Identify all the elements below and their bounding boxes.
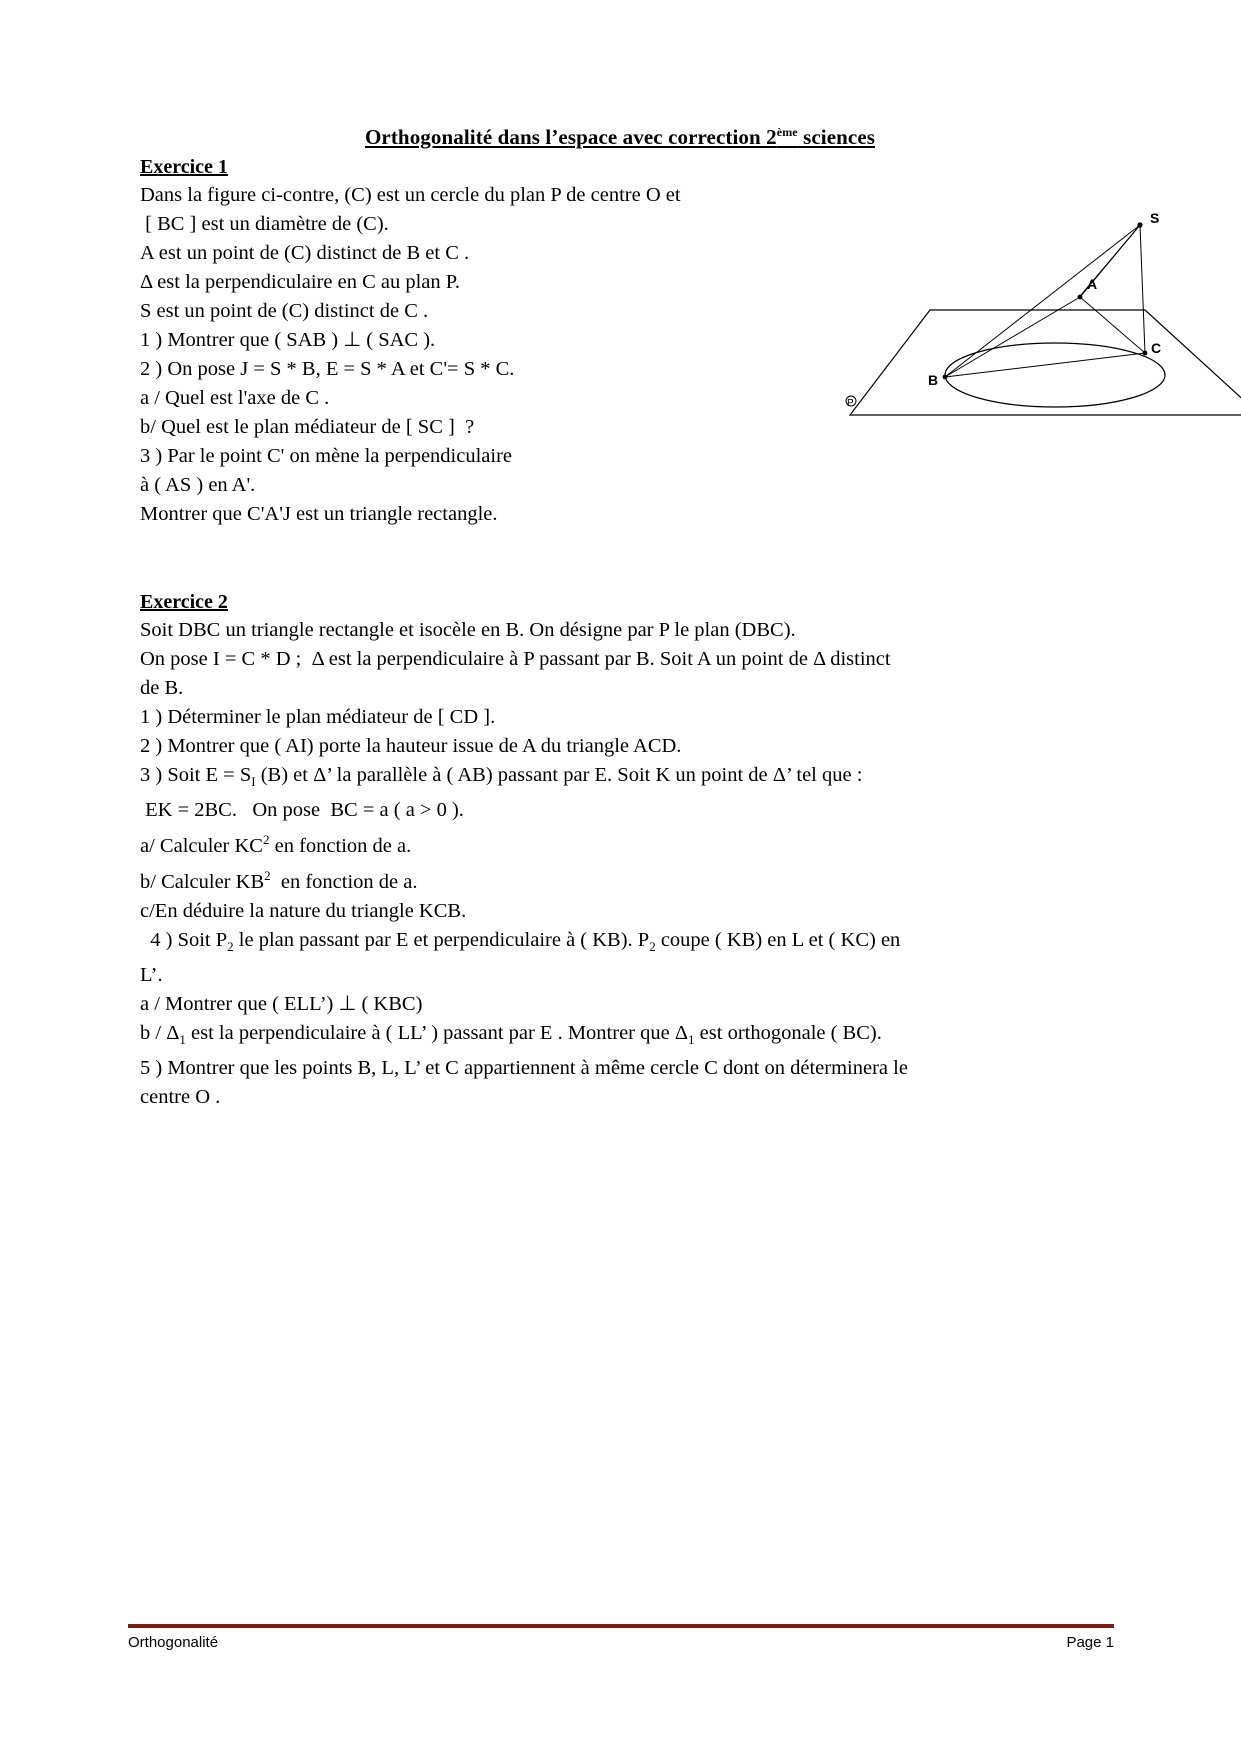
page-title-main: Orthogonalité dans l’espace avec correction 2 bbox=[364, 125, 777, 149]
point-c-dot bbox=[1143, 351, 1148, 356]
exercise-1-line: A est un point de (C) distinct de B et C . bbox=[140, 242, 470, 264]
exercise-2-line: 2 ) Montrer que ( AI) porte la hauteur issue de A du triangle ACD. bbox=[140, 735, 682, 757]
kc-part-b: en fonction de a. bbox=[269, 834, 412, 857]
point-b-dot bbox=[943, 375, 948, 380]
footer-page-number: Page 1 bbox=[1066, 1634, 1114, 1651]
exercise-1-line: b/ Quel est le plan médiateur de [ SC ] ? bbox=[140, 416, 475, 438]
exercise-1-line: [ BC ] est un diamètre de (C). bbox=[140, 213, 389, 235]
delta1-part-a: b / Δ bbox=[140, 1021, 180, 1044]
segment-sb bbox=[945, 225, 1140, 377]
circle-c-shape bbox=[945, 343, 1165, 407]
exercise-2-line: On pose I = C * D ; Δ est la perpendiculaire à P passant par B. Soit A un point de Δ distinct bbox=[140, 648, 891, 670]
figure-label-a: A bbox=[1087, 276, 1098, 292]
exercise-2-line-kc bbox=[140, 825, 1120, 861]
exercise-1-line: 2 ) On pose J = S * B, E = S * A et C'= S * C. bbox=[140, 358, 515, 380]
exercise-2-line-p2-cont: L’. bbox=[140, 963, 163, 986]
kb-exponent: 2 bbox=[264, 867, 271, 883]
exercise-2-line: a / Montrer que ( ELL’) ⊥ ( KBC) bbox=[140, 992, 423, 1015]
exercise-1-line: 3 ) Par le point C' on mène la perpendiculaire bbox=[140, 445, 513, 467]
figure-label-s: S bbox=[1150, 210, 1160, 226]
p2-part-a: 4 ) Soit P bbox=[140, 928, 228, 951]
exercise-2-line: centre O . bbox=[140, 1085, 221, 1108]
page-footer bbox=[128, 1634, 1114, 1651]
segment-ba bbox=[945, 297, 1080, 377]
exercise-1-line: Δ est la perpendiculaire en C au plan P. bbox=[140, 271, 461, 293]
delta1-subscript-2: 1 bbox=[688, 1031, 695, 1047]
geometry-figure bbox=[840, 205, 1241, 455]
exercise-2-line: 5 ) Montrer que les points B, L, L’ et C appartiennent à même cercle C dont on déterminera le bbox=[140, 1056, 908, 1079]
p2-part-b: le plan passant par E et perpendiculaire à ( KB). P bbox=[233, 928, 650, 951]
exercise-2-line-4: EK = 2BC. On pose BC = a ( a > 0 ). bbox=[140, 799, 464, 822]
exercise-1-line: Montrer que C'A'J est un triangle rectangle. bbox=[140, 503, 498, 525]
kc-exponent: 2 bbox=[262, 832, 270, 848]
exercise-2-line-kb bbox=[140, 861, 1120, 897]
kb-part-a: b/ Calculer KB bbox=[140, 870, 265, 893]
exercise-1-line: S est un point de (C) distinct de C . bbox=[140, 300, 429, 322]
segment-bc bbox=[945, 353, 1145, 377]
delta1-part-b: est la perpendiculaire à ( LL’ ) passant par E . Montrer que Δ bbox=[185, 1021, 689, 1044]
p2-subscript-2: 2 bbox=[649, 938, 656, 954]
exercise-2-line: Soit DBC un triangle rectangle et isocèle en B. On désigne par P le plan (DBC). bbox=[140, 619, 796, 641]
line3-subscript: I bbox=[251, 774, 256, 790]
exercise-2-body bbox=[140, 616, 1120, 1112]
kb-part-b: en fonction de a. bbox=[270, 870, 418, 893]
exercise-2-heading: Exercice 2 bbox=[140, 591, 228, 613]
line3-part-a: 3 ) Soit E = S bbox=[140, 764, 252, 786]
figure-label-c: C bbox=[1151, 340, 1162, 356]
exercise-1-body bbox=[140, 181, 740, 529]
document-content bbox=[140, 125, 1162, 1112]
exercise-1-line: 1 ) Montrer que ( SAB ) ⊥ ( SAC ). bbox=[140, 329, 436, 351]
kc-part-a: a/ Calculer KC bbox=[140, 834, 263, 857]
plane-p-shape bbox=[850, 310, 1241, 415]
exercise-2-line: de B. bbox=[140, 677, 184, 699]
exercise-1-line: Dans la figure ci-contre, (C) est un cercle du plan P de centre O et bbox=[140, 184, 681, 206]
exercise-2-line-p2 bbox=[140, 926, 1120, 961]
geometry-figure-svg bbox=[840, 205, 1241, 455]
exercise-1-heading: Exercice 1 bbox=[140, 156, 228, 178]
figure-label-p: P bbox=[847, 398, 854, 409]
delta1-part-c: est orthogonale ( BC). bbox=[694, 1021, 882, 1044]
delta1-subscript-1: 1 bbox=[179, 1031, 186, 1047]
p2-part-c: coupe ( KB) en L et ( KC) en bbox=[655, 928, 901, 951]
page-title-superscript: ème bbox=[776, 125, 798, 139]
figure-label-b: B bbox=[928, 372, 939, 388]
exercise-2-line: c/En déduire la nature du triangle KCB. bbox=[140, 899, 467, 922]
point-a-dot bbox=[1078, 295, 1083, 300]
exercise-1-line: à ( AS ) en A'. bbox=[140, 474, 256, 496]
exercise-2-line: 1 ) Déterminer le plan médiateur de [ CD ]. bbox=[140, 706, 496, 728]
exercise-2-line-delta1 bbox=[140, 1019, 1120, 1054]
page-title bbox=[140, 125, 1100, 150]
section-spacer bbox=[140, 529, 1100, 591]
p2-subscript-1: 2 bbox=[227, 938, 234, 954]
segment-sc bbox=[1140, 225, 1145, 353]
page-title-tail: sciences bbox=[797, 125, 876, 149]
footer-divider bbox=[128, 1624, 1114, 1628]
exercise-1-line: a / Quel est l'axe de C . bbox=[140, 387, 330, 409]
exercise-2-line-3 bbox=[140, 761, 1120, 796]
footer-left-text: Orthogonalité bbox=[128, 1634, 219, 1651]
line3-part-b: (B) et Δ’ la parallèle à ( AB) passant par E. Soit K un point de Δ’ tel que : bbox=[255, 764, 863, 786]
